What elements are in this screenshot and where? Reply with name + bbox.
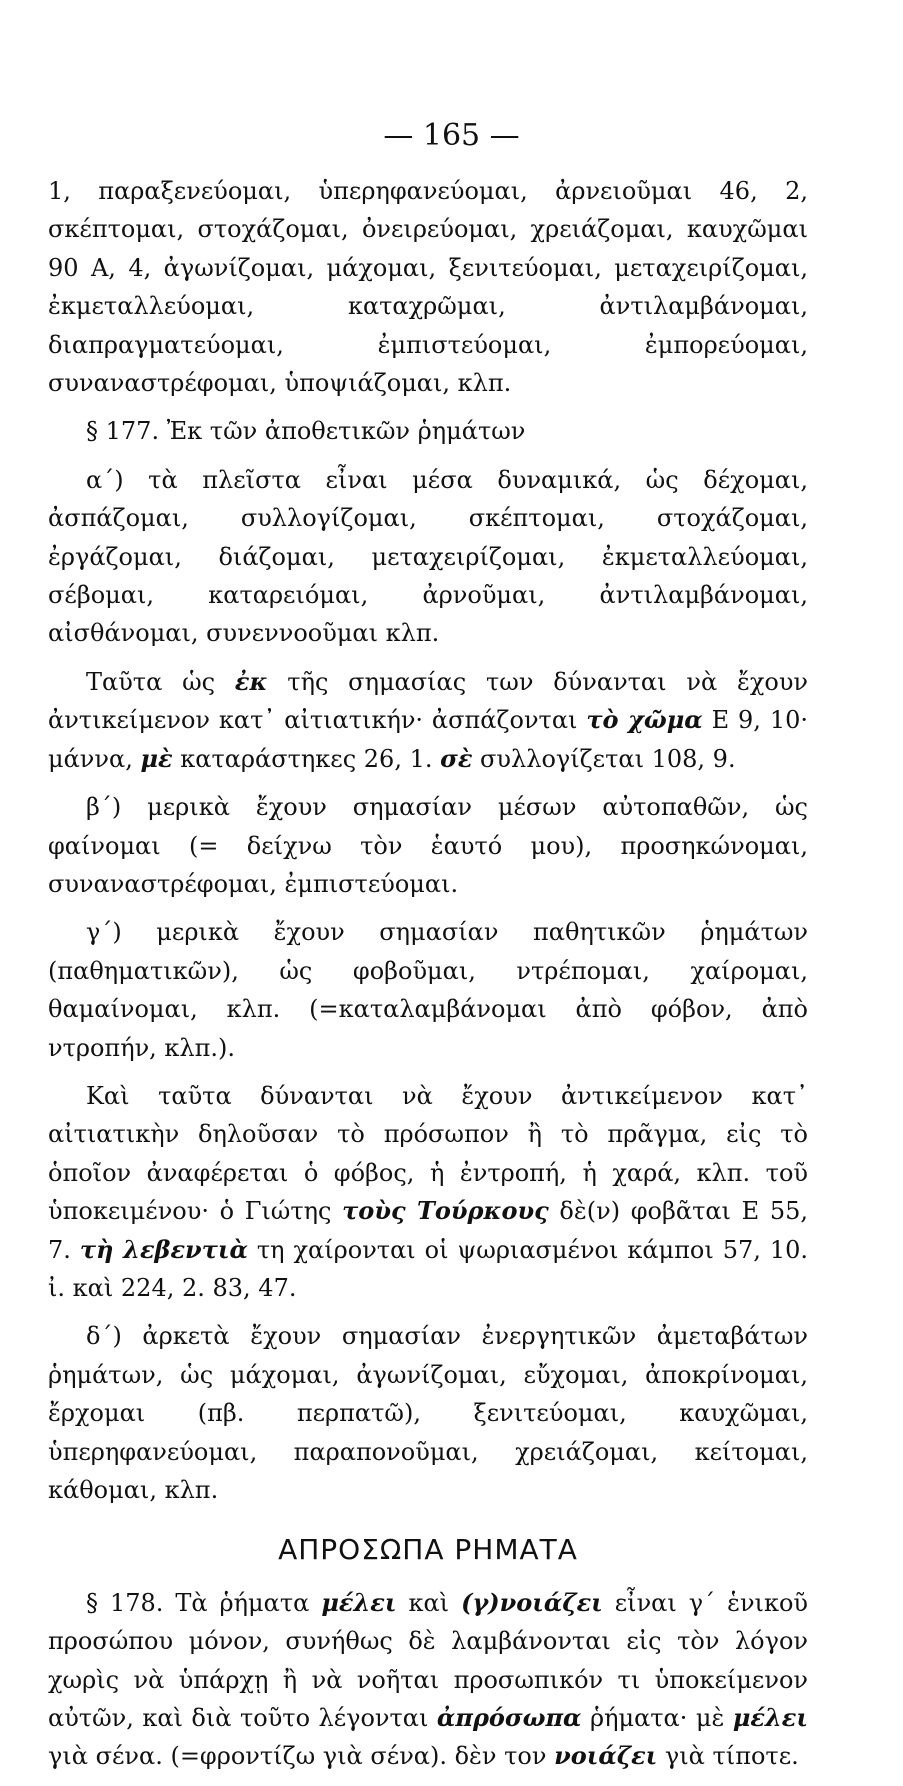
paragraph-p6 [48,913,808,1067]
page-number: — 165 — [383,118,520,153]
paragraph-p2 [48,412,808,450]
paragraph-p5 [48,788,808,903]
section-heading [48,1531,808,1569]
text-run: β΄) μερικὰ ἔχουν σημασίαν μέσων αὐτοπαθῶν, ὡς φαίνομαι (= δείχνω τὸν ἑαυτό μου), προσηκώνομαι, συναναστρέφομαι, ἐμπιστεύομαι. [48,793,808,898]
text-run: καταράστηκες 26, 1. [172,744,441,773]
emphasized-example: τὴ λεβεντιὰ [79,1234,248,1264]
emphasized-example: ἀπρόσωπα [436,1703,582,1733]
text-run: Ε 9, 10· μάννα, [48,706,808,773]
text-run: καὶ [396,1588,462,1617]
emphasized-example: νοιάζει [554,1741,658,1771]
text-run: § 178. Τὰ ῥήματα [86,1588,322,1617]
text-run: Ταῦτα ὡς [86,667,235,696]
text-run: 1, παραξενεύομαι, ὑπερηφανεύομαι, ἀρνειοῦμαι 46, 2, σκέπτομαι, στοχάζομαι, ὀνειρεύομαι, χρειάζομαι, καυχῶμαι 90 Α, 4, ἀγωνίζομαι, μάχομαι, ξενιτεύομαι, μεταχειρίζομαι, ἐκμεταλλεύομαι, καταχρῶμαι, ἀντιλαμβάνομαι, διαπραγματεύομαι, ἐμπιστεύομαι, ἐμπορεύομαι, συναναστρέφομαι, ὑποψιάζομαι, κλπ. [48,177,808,398]
text-run: γ΄) μερικὰ ἔχουν σημασίαν παθητικῶν ῥημάτων (παθηματικῶν), ὡς φοβοῦμαι, ντρέπομαι, χαίρομαι, θαμαίνομαι, κλπ. (=καταλαμβάνομαι ἀπὸ φόβον, ἀπὸ ντροπήν, κλπ.). [48,918,808,1062]
text-run: συλλογίζεται 108, 9. [472,744,736,773]
emphasized-example: (γ)νοιάζει [461,1587,603,1617]
emphasized-example: τὸ χῶμα [586,705,703,735]
paragraph-p8 [48,1317,808,1509]
text-run: τῆς σημασίας των δύνανται νὰ ἔχουν ἀντικείμενον κατ᾽ αἰτιατικήν· ἀσπάζονται [48,667,808,735]
text-run: α΄) τὰ πλεῖστα εἶναι μέσα δυναμικά, ὡς δέχομαι, ἀσπάζομαι, συλλογίζομαι, σκέπτομαι, στοχάζομαι, ἐργάζομαι, διάζομαι, μεταχειρίζομαι, ἐκμεταλλεύομαι, σέβομαι, καταρειόμαι, ἀρνοῦμαι, ἀντιλαμβάνομαι, αἰσθάνομαι, συνεννοοῦμαι κλπ. [48,465,808,648]
text-run: § 177. Ἐκ τῶν ἀποθετικῶν ῥημάτων [86,417,526,446]
emphasized-example: μέλει [321,1587,397,1617]
emphasized-example: σὲ [440,743,473,773]
paragraph-p7 [48,1077,808,1307]
paragraph-p4 [48,663,808,778]
text-run: γιὰ σένα. (=φροντίζω γιὰ σένα). δὲν τον [48,1742,555,1771]
emphasized-example: τοὺς Τούρκους [342,1196,549,1226]
text-run: ῥήματα· μὲ [581,1704,733,1733]
body-text [48,172,808,1786]
emphasized-example: μὲ [140,743,173,773]
paragraph-p1 [48,172,808,402]
emphasized-example: μέλει [732,1703,808,1733]
paragraph-p9 [48,1584,808,1776]
text-run: δὲ(ν) φοβᾶται Ε 55, 7. [48,1197,808,1264]
text-run: Καὶ ταῦτα δύνανται νὰ ἔχουν ἀντικείμενον κατ᾽ αἰτιατικὴν δηλοῦσαν τὸ πρόσωπον ἢ τὸ πρᾶγμα, εἰς τὸ ὁποῖον ἀναφέρεται ὁ φόβος, ἡ ἐντροπή, ἡ χαρά, κλπ. τοῦ ὑποκειμένου· ὁ Γιώτης [48,1081,808,1226]
text-run: εἶναι γ΄ ἑνικοῦ προσώπου μόνον, συνήθως δὲ λαμβάνονται εἰς τὸν λόγον χωρὶς νὰ ὑπάρχῃ ἢ νὰ νοῆται προσωπικόν τι ὑποκείμενον αὐτῶν, καὶ διὰ τοῦτο λέγονται [48,1588,809,1733]
paragraph-p3 [48,461,808,653]
text-run: γιὰ τίποτε. [657,1742,799,1771]
text-run: τη χαίρονται οἱ ψωριασμένοι κάμποι 57, 10. ἰ. καὶ 224, 2. 83, 47. [48,1235,808,1302]
text-run: δ΄) ἀρκετὰ ἔχουν σημασίαν ἐνεργητικῶν ἀμεταβάτων ῥημάτων, ὡς μάχομαι, ἀγωνίζομαι, εὔχομαι, ἀποκρίνομαι, ἔρχομαι (πβ. περπατῶ), ξενιτεύομαι, καυχῶμαι, ὑπερηφανεύομαι, παραπονοῦμαι, χρειάζομαι, κείτομαι, κάθομαι, κλπ. [48,1322,808,1504]
emphasized-example: ἐκ [234,666,268,696]
text-run: ΑΠΡΟΣΩΠΑ ΡΗΜΑΤΑ [278,1533,578,1567]
